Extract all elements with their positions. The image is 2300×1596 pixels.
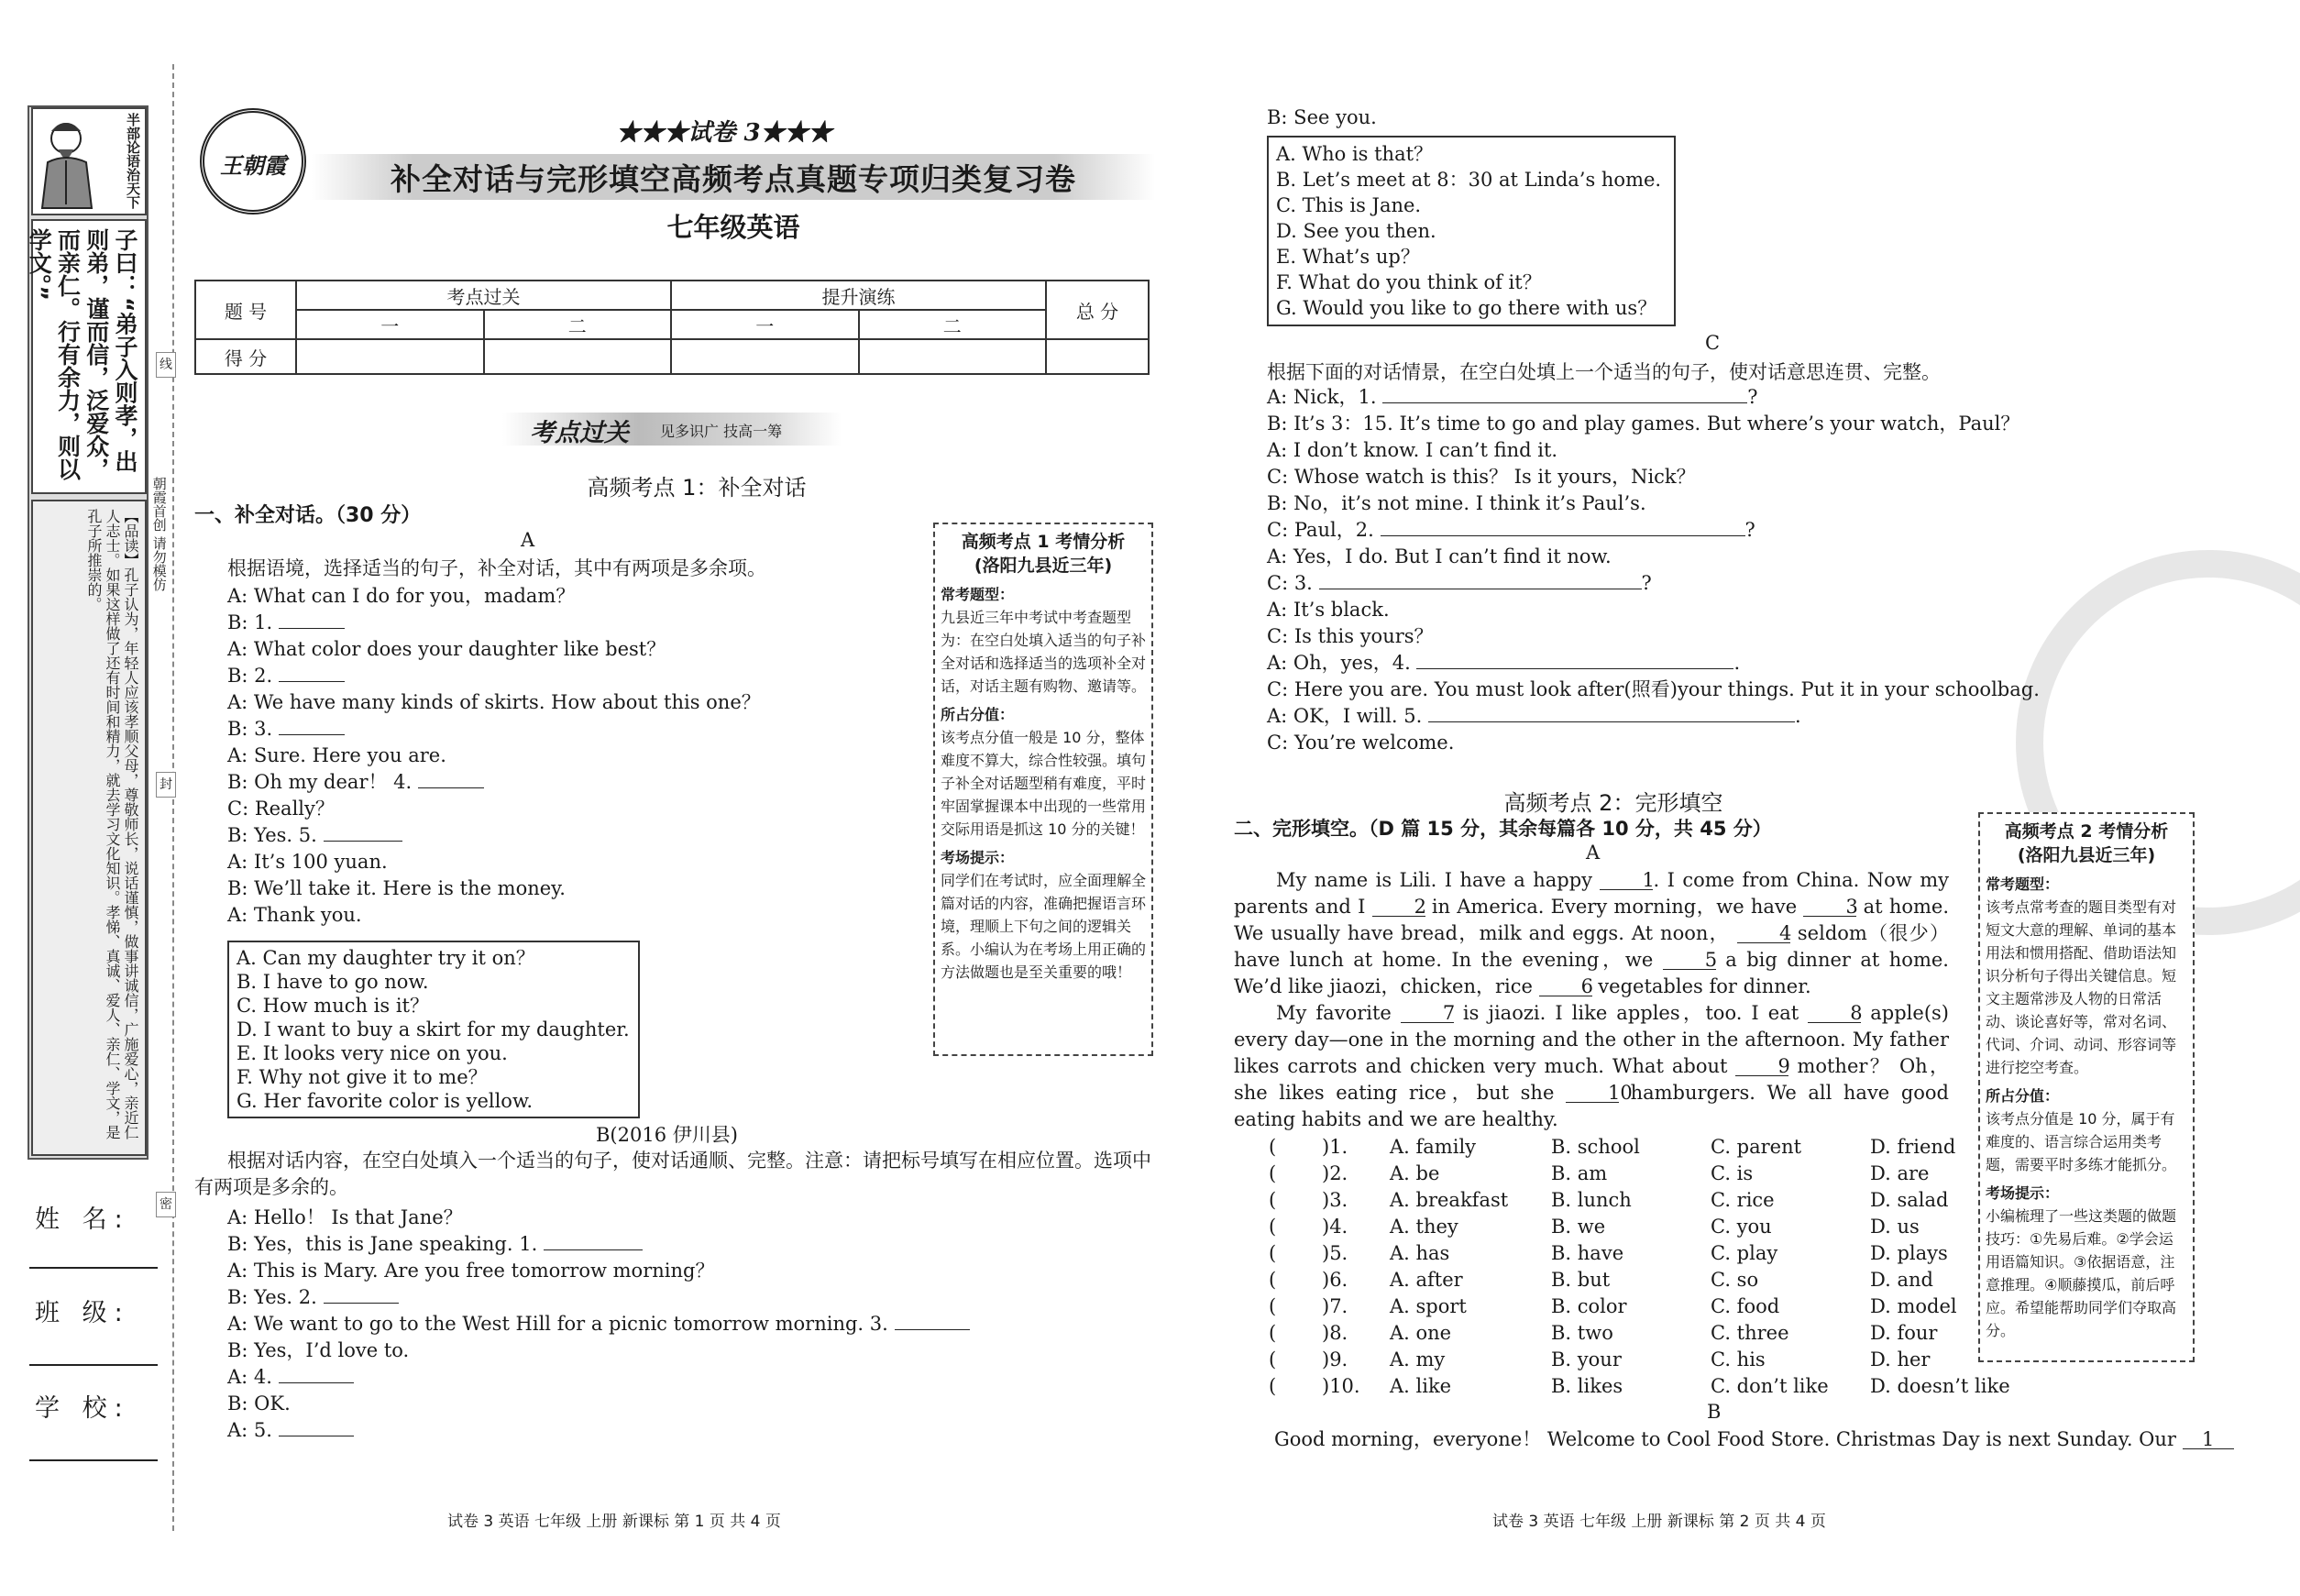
answer-blank[interactable] xyxy=(1319,573,1642,589)
options-box-a xyxy=(227,941,640,1118)
question-number: )8. xyxy=(1322,1321,1348,1344)
dialogue-line: A: Yes，I do. But I can’t find it now. xyxy=(1267,545,1612,567)
dialogue-line: C: Paul，2. ? xyxy=(1267,519,1755,541)
dialogue-line: B: Yes. 2. xyxy=(227,1284,970,1311)
analysis-text: 小编梳理了一些这类题的做题技巧：①先易后难。②学会运用语篇知识。③依据语意，注意推理。④顺藤摸瓜，前后呼应。希望能帮助同学们夺取高分。 xyxy=(1986,1207,2177,1339)
dialogue-line: C: Whose watch is this？ Is it yours，Nick？ xyxy=(1267,466,1696,488)
dialogue-line: B: See you. xyxy=(1267,106,1377,128)
name-field[interactable] xyxy=(29,1267,158,1269)
score-h-group2: 提升演练 xyxy=(671,281,1046,310)
dialogue-line: A: It’s black. xyxy=(1267,599,1390,621)
dialogue-line: A: I don’t know. I can’t find it. xyxy=(1267,439,1558,461)
option-c[interactable]: C. rice xyxy=(1711,1188,1775,1211)
dialogue-line: B: 3. xyxy=(227,716,761,743)
dialogue-line: A: Oh，yes，4. . xyxy=(1267,652,1741,674)
dialogue-line: B: We’ll take it. Here is the money. xyxy=(227,877,566,899)
cloze-blank[interactable]: 5 xyxy=(1663,950,1716,970)
option: G. Her favorite color is yellow. xyxy=(237,1090,534,1112)
question-row xyxy=(1269,1293,2017,1319)
dialogue-line: C: Is this yours？ xyxy=(1267,625,1434,647)
dialogue-line: C: 3. ? xyxy=(1267,572,1652,594)
name-label: 姓 名: xyxy=(35,1205,130,1234)
analysis-sub: 所占分值： xyxy=(1986,1087,2060,1105)
score-c3: 一 xyxy=(671,310,859,339)
score-cell[interactable] xyxy=(296,339,484,374)
option-c[interactable]: C. his xyxy=(1711,1348,1766,1370)
option: D. I want to buy a skirt for my daughter. xyxy=(237,1018,630,1040)
dialogue-line: A: Thank you. xyxy=(227,904,362,926)
seal-tag: 封 xyxy=(156,772,176,798)
line-tag: 线 xyxy=(156,352,176,378)
score-table xyxy=(194,280,1150,375)
question-number: )5. xyxy=(1322,1241,1348,1264)
banner-sub: 见多识广 技高一筹 xyxy=(660,423,783,440)
answer-blank[interactable] xyxy=(279,612,345,629)
dialogue-line: C: Really？ xyxy=(227,798,335,820)
dialogue-line: A: OK，I will. 5. . xyxy=(1267,705,1801,727)
option-c[interactable]: C. so xyxy=(1711,1268,1759,1291)
banner-main: 考点过关 xyxy=(530,419,629,447)
analysis-region: (洛阳九县近三年) xyxy=(2017,845,2156,865)
answer-bracket[interactable]: ( xyxy=(1269,1268,1277,1291)
option: A. Can my daughter try it on？ xyxy=(237,947,535,969)
dialogue-line: B: 2. xyxy=(227,663,761,689)
score-c2: 二 xyxy=(484,310,672,339)
dialogue-line: A: 4. xyxy=(227,1364,970,1391)
score-h-group1: 考点过关 xyxy=(296,281,671,310)
question-row xyxy=(1269,1213,2017,1239)
option-d[interactable]: D. friend xyxy=(1870,1135,1956,1158)
option-d[interactable]: D. and xyxy=(1870,1268,1933,1291)
dialogue-line: A: We have many kinds of skirts. How about this one？ xyxy=(227,691,761,713)
dialogue-line: C: You’re welcome. xyxy=(1267,732,1455,754)
dialogue-line: B: Oh my dear！ 4. xyxy=(227,769,761,796)
answer-blank[interactable] xyxy=(279,1367,354,1383)
part1-b-instr: 根据对话内容，在空白处填入一个适当的句子，使对话通顺、完整。注意：请把标号填写在相应位置。选项中有两项是多余的。 xyxy=(194,1150,1151,1198)
class-field[interactable] xyxy=(29,1364,158,1366)
analysis-box-2 xyxy=(1978,812,2195,1362)
option-d[interactable]: D. are xyxy=(1870,1161,1930,1184)
answer-bracket[interactable]: ( xyxy=(1269,1294,1277,1317)
score-cell[interactable] xyxy=(859,339,1047,374)
option-c[interactable]: C. play xyxy=(1711,1241,1778,1264)
option-d[interactable]: D. her xyxy=(1870,1348,1931,1370)
cloze-blank[interactable]: 9 xyxy=(1735,1056,1788,1076)
dialogue-line: B: Yes，I’d love to. xyxy=(227,1339,410,1361)
footer-left: 试卷 3 英语 七年级 上册 新课标 第 1 页 共 4 页 xyxy=(447,1513,781,1531)
option-b[interactable]: B. color xyxy=(1551,1294,1627,1317)
score-h-total: 总 分 xyxy=(1046,281,1149,339)
analysis-sub: 考场提示： xyxy=(941,849,1015,866)
question-row xyxy=(1269,1186,2017,1213)
option: F. Why not give it to me？ xyxy=(237,1066,488,1088)
analysis-box-1 xyxy=(933,523,1153,1056)
dialogue-line: A: 5. xyxy=(227,1417,970,1444)
page2-c-label: C xyxy=(1705,332,1721,354)
analysis-text: 九县近三年中考试中考查题型为：在空白处填入适当的句子补全对话和选择适当的选项补全对话，对话主题有购物、邀请等。 xyxy=(941,609,1147,695)
option-a[interactable]: A. one xyxy=(1390,1321,1452,1344)
paper-number: ★★★试卷 3★★★ xyxy=(616,119,832,147)
confucius-icon xyxy=(35,113,99,214)
cloze-blank[interactable]: 1 xyxy=(1600,870,1653,890)
paper-title: 补全对话与完形填空高频考点真题专项归类复习卷 xyxy=(391,161,1076,197)
analysis-title: 高频考点 2 考情分析 xyxy=(2004,821,2169,842)
answer-bracket[interactable]: ( xyxy=(1269,1241,1277,1264)
passage-b-line: Good morning，everyone！ Welcome to Cool Food Store. Christmas Day is next Sunday. Our 1 xyxy=(1274,1426,2234,1453)
dialogue-line: B: Yes，this is Jane speaking. 1. xyxy=(227,1231,970,1258)
part2-a-label: A xyxy=(1586,842,1601,864)
option-a[interactable]: A. sport xyxy=(1390,1294,1467,1317)
cloze-blank[interactable]: 6 xyxy=(1539,976,1592,996)
sidebar-motto: 半部论语治天下 xyxy=(125,113,141,209)
cloze-blank[interactable]: 3 xyxy=(1803,897,1856,917)
option-d[interactable]: D. us xyxy=(1870,1215,1920,1238)
option: B. I have to go now. xyxy=(237,971,429,993)
question-number: )1. xyxy=(1322,1135,1348,1158)
brand-logo xyxy=(200,108,306,215)
cloze-blank[interactable]: 7 xyxy=(1401,1003,1454,1023)
dialogue-line: A: We want to go to the West Hill for a picnic tomorrow morning. 3. xyxy=(227,1311,970,1337)
option-a[interactable]: A. they xyxy=(1390,1215,1458,1238)
question-number: )4. xyxy=(1322,1215,1348,1238)
analysis-text: 该考点分值是 10 分，属于有难度的、语言综合运用类考题，需要平时多练才能抓分。 xyxy=(1986,1110,2177,1173)
answer-bracket[interactable]: ( xyxy=(1269,1321,1277,1344)
dialogue-line: B: OK. xyxy=(227,1392,291,1414)
dialogue-line: A: Hello！ Is that Jane？ xyxy=(227,1206,463,1228)
dialogue-line: A: This is Mary. Are you free tomorrow morning？ xyxy=(227,1260,715,1282)
dialogue-line: A: Sure. Here you are. xyxy=(227,744,446,766)
paper-subtitle: 七年级英语 xyxy=(666,212,800,243)
dialogue-a xyxy=(227,583,761,929)
answer-blank[interactable] xyxy=(1416,653,1733,669)
option-c[interactable]: C. is xyxy=(1711,1161,1754,1184)
answer-blank[interactable] xyxy=(279,1420,354,1436)
dialogue-line: B: 1. xyxy=(227,610,761,636)
answer-bracket[interactable]: ( xyxy=(1269,1215,1277,1238)
cloze-blank[interactable]: 4 xyxy=(1737,923,1790,943)
cut-line xyxy=(172,64,174,1531)
dialogue-c xyxy=(1267,384,2040,756)
option-c[interactable]: C. food xyxy=(1711,1294,1780,1317)
analysis-sub: 常考题型： xyxy=(941,586,1015,603)
option-d[interactable]: D. doesn’t like xyxy=(1870,1374,2010,1397)
answer-blank[interactable] xyxy=(324,1287,399,1304)
sidebar-quote: 子曰：“弟子入则孝，出则弟，谨而信，泛爱众，而亲仁。行有余力，则以学文。” xyxy=(26,228,138,480)
cloze-blank[interactable]: 2 xyxy=(1372,897,1425,917)
secret-tag: 密 xyxy=(156,1192,176,1217)
score-c4: 二 xyxy=(859,310,1047,339)
score-row-label: 得 分 xyxy=(195,339,296,374)
dialogue-line: C: Here you are. You must look after(照看)your things. Put it in your schoolbag. xyxy=(1267,678,2040,700)
analysis-text: 同学们在考试时，应全面理解全篇对话的内容，准确把握语言环境，理顺上下句之间的逻辑关系。小编认为在考场上用正确的方法做题也是至关重要的哦！ xyxy=(941,872,1147,981)
question-number: )9. xyxy=(1322,1348,1348,1370)
score-h-item: 题 号 xyxy=(195,281,296,339)
option-d[interactable]: D. plays xyxy=(1870,1241,1948,1264)
option: E. It looks very nice on you. xyxy=(237,1042,508,1064)
option-d[interactable]: D. salad xyxy=(1870,1188,1949,1211)
sidebar-reading: 【品读】孔子认为，年轻人应该孝顺父母，尊敬师长，说话谨慎，做事讲诚信，广施爱心，亲近仁人志士。如果这样做了还有时间和精力，就去学习文化知识。孝悌、真诚、爱人、亲仁、学文，是孔子所推崇的。 xyxy=(85,509,139,1139)
option-d[interactable]: D. four xyxy=(1870,1321,1938,1344)
option-d[interactable]: D. model xyxy=(1870,1294,1957,1317)
answer-blank[interactable] xyxy=(418,772,484,788)
option-a[interactable]: A. my xyxy=(1390,1348,1446,1370)
dialogue-line: B: No，it’s not mine. I think it’s Paul’s. xyxy=(1267,492,1646,514)
sidebar xyxy=(28,105,149,1160)
answer-blank[interactable] xyxy=(279,719,345,735)
part1-heading: 高频考点 1：补全对话 xyxy=(587,475,807,501)
analysis-sub: 考场提示： xyxy=(1986,1184,2060,1202)
option-b[interactable]: B. your xyxy=(1551,1348,1622,1370)
option-b[interactable]: B. two xyxy=(1551,1321,1613,1344)
option-a[interactable]: A. has xyxy=(1390,1241,1450,1264)
cloze-blank[interactable]: 10 xyxy=(1566,1083,1619,1103)
footer-right: 试卷 3 英语 七年级 上册 新课标 第 2 页 共 4 页 xyxy=(1492,1513,1826,1531)
answer-blank[interactable] xyxy=(1381,520,1745,536)
answer-bracket[interactable]: ( xyxy=(1269,1135,1277,1158)
class-label: 班 级: xyxy=(35,1299,130,1327)
option-b[interactable]: B. likes xyxy=(1551,1374,1623,1397)
option-c[interactable]: C. three xyxy=(1711,1321,1789,1344)
option-a[interactable]: A. breakfast xyxy=(1390,1188,1509,1211)
question-row xyxy=(1269,1266,2017,1293)
part1-a-instr: 根据语境，选择适当的句子，补全对话，其中有两项是多余项。 xyxy=(227,557,766,579)
option-b[interactable]: B. we xyxy=(1551,1215,1606,1238)
dialogue-line: A: It’s 100 yuan. xyxy=(227,851,388,873)
option: C. How much is it？ xyxy=(237,995,429,1017)
answer-bracket[interactable]: ( xyxy=(1269,1348,1277,1370)
sidebar-motto-box xyxy=(31,107,147,215)
answer-blank[interactable] xyxy=(544,1234,643,1250)
school-label: 学 校: xyxy=(35,1394,130,1423)
cloze-blank[interactable]: 1 xyxy=(2183,1429,2234,1449)
option: A. Who is that？ xyxy=(1276,143,1434,165)
dialogue-line: A: Nick，1. ? xyxy=(1267,386,1758,408)
part1-section: 一、补全对话。（30 分） xyxy=(194,504,422,527)
part2-heading: 高频考点 2：完形填空 xyxy=(1503,790,1723,816)
sidebar-reading-box xyxy=(31,500,147,1156)
part1-a-label: A xyxy=(521,529,535,551)
score-cell[interactable] xyxy=(671,339,859,374)
copyright-warning: 朝霞首创 请勿模仿 xyxy=(150,477,168,591)
cloze-options xyxy=(1269,1133,2017,1399)
option-a[interactable]: A. like xyxy=(1390,1374,1452,1397)
option-b[interactable]: B. but xyxy=(1551,1268,1611,1291)
question-row xyxy=(1269,1133,2017,1160)
question-number: )6. xyxy=(1322,1268,1348,1291)
answer-blank[interactable] xyxy=(1428,706,1795,722)
answer-blank[interactable] xyxy=(1382,387,1747,403)
option: E. What’s up？ xyxy=(1276,246,1420,268)
option: F. What do you think of it？ xyxy=(1276,271,1542,293)
answer-bracket[interactable]: ( xyxy=(1269,1188,1277,1211)
section-banner xyxy=(502,413,842,446)
part1-b-label: B(2016 伊川县) xyxy=(596,1124,738,1146)
answer-blank[interactable] xyxy=(279,666,345,682)
analysis-sub: 常考题型： xyxy=(1986,875,2060,893)
option-c[interactable]: C. you xyxy=(1711,1215,1772,1238)
answer-bracket[interactable]: ( xyxy=(1269,1161,1277,1184)
part2-b-label: B xyxy=(1707,1401,1722,1423)
option-c[interactable]: C. parent xyxy=(1711,1135,1802,1158)
question-number: )3. xyxy=(1322,1188,1348,1211)
brand-name: 王朝霞 xyxy=(220,152,286,179)
answer-blank[interactable] xyxy=(324,825,402,842)
sidebar-quote-box xyxy=(26,219,147,494)
question-row xyxy=(1269,1372,2017,1399)
question-row xyxy=(1269,1346,2017,1372)
question-number: )2. xyxy=(1322,1161,1348,1184)
score-cell[interactable] xyxy=(1046,339,1149,374)
dialogue-line: A: What color does your daughter like best？ xyxy=(227,638,666,660)
analysis-sub: 所占分值： xyxy=(941,706,1015,723)
analysis-title: 高频考点 1 考情分析 xyxy=(961,532,1126,552)
option: C. This is Jane. xyxy=(1276,194,1422,216)
options-box-b xyxy=(1267,136,1676,326)
dialogue-line: B: Yes. 5. xyxy=(227,822,761,849)
dialogue-b xyxy=(227,1205,970,1444)
option-a[interactable]: A. after xyxy=(1390,1268,1463,1291)
option-a[interactable]: A. be xyxy=(1390,1161,1440,1184)
cloze-blank[interactable]: 8 xyxy=(1808,1003,1861,1023)
question-row xyxy=(1269,1239,2017,1266)
option: G. Would you like to go there with us？ xyxy=(1276,297,1657,319)
question-number: )10. xyxy=(1322,1374,1360,1397)
part2-section: 二、完形填空。（D 篇 15 分，其余每篇各 10 分，共 45 分） xyxy=(1234,818,1772,840)
answer-blank[interactable] xyxy=(895,1314,970,1330)
page2-c-instr: 根据下面的对话情景，在空白处填上一个适当的句子，使对话意思连贯、完整。 xyxy=(1267,361,1941,383)
question-row xyxy=(1269,1160,2017,1186)
score-cell[interactable] xyxy=(484,339,672,374)
answer-bracket[interactable]: ( xyxy=(1269,1374,1277,1397)
analysis-text: 该考点分值一般是 10 分，整体难度不算大，综合性较强。填句子补全对话题型稍有难度，平时牢固掌握课本中出现的一些常用交际用语是抓这 10 分的关键！ xyxy=(941,729,1147,838)
dialogue-line: A: What can I do for you，madam？ xyxy=(227,585,576,607)
score-c1: 一 xyxy=(296,310,484,339)
analysis-text: 该考点常考查的题目类型有对短文大意的理解、单词的基本用法和惯用搭配、借助语法知识分析句子得出关键信息。短文主题常涉及人物的日常活动、谈论喜好等，常对名词、代词、介词、动词、形容词等进行挖空考查。 xyxy=(1986,898,2177,1076)
option-b[interactable]: B. lunch xyxy=(1551,1188,1632,1211)
option-b[interactable]: B. have xyxy=(1551,1241,1624,1264)
school-field[interactable] xyxy=(29,1459,158,1461)
option-a[interactable]: A. family xyxy=(1390,1135,1477,1158)
option: D. See you then. xyxy=(1276,220,1436,242)
option: B. Let’s meet at 8：30 at Linda’s home. xyxy=(1276,169,1662,191)
option-b[interactable]: B. am xyxy=(1551,1161,1608,1184)
option-b[interactable]: B. school xyxy=(1551,1135,1640,1158)
question-row xyxy=(1269,1319,2017,1346)
dialogue-line: B: It’s 3：15. It’s time to go and play games. But where’s your watch，Paul？ xyxy=(1267,413,2020,435)
option-c[interactable]: C. don’t like xyxy=(1711,1374,1829,1397)
analysis-region: (洛阳九县近三年) xyxy=(974,556,1113,576)
question-number: )7. xyxy=(1322,1294,1348,1317)
cloze-passage: My name is Lili. I have a happy 1. I come from China. Now my parents and I 2 in America. Every morning，we have 3 at home. We usually have bread，milk and eggs. At noon， 4 seldom（很少）have lunch at home. In the evening，we 5 a big dinner at home. We’d like jiaozi，chicken，rice 6 vegetables for dinner. My favorite 7 is jiaozi. I like apples，too. I eat 8 apple(s) every day—one in the morning and the other in the afternoon. My father likes carrots and chicken very much. What about 9 mother？ Oh，she likes eating rice，but she 10 hamburgers. We all have good eating habits and we are healthy. xyxy=(1234,869,1950,1130)
